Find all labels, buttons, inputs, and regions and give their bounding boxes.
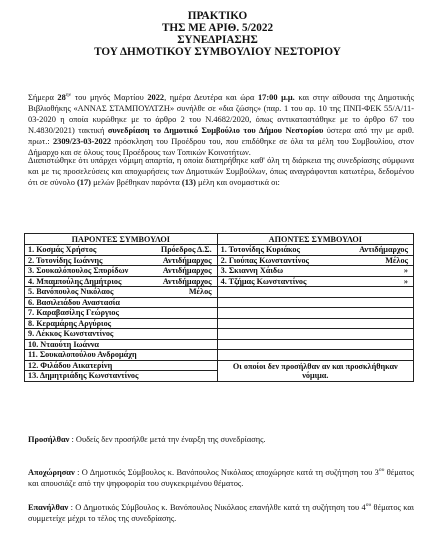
doc-council: ΤΟΥ ΔΗΜΟΤΙΚΟΥ ΣΥΜΒΟΥΛΙΟΥ ΝΕΣΤΟΡΙΟΥ (94, 46, 341, 58)
present-member-role (212, 340, 214, 349)
absent-member-role: » (403, 276, 408, 286)
table-row (25, 339, 414, 350)
table-row (25, 266, 414, 277)
table-row (25, 255, 414, 266)
present-member-role (212, 361, 214, 370)
empty-cell (217, 297, 413, 308)
meeting-day: 28 (57, 93, 66, 102)
present-member-role (212, 298, 214, 307)
absent-note: Οι οποίοι δεν προσήλθαν αν και προσκλήθηκαν νόμιμα. (217, 360, 413, 381)
present-cell (25, 350, 218, 361)
quorum-text: μέλη και ονομαστικά οι: (195, 178, 280, 187)
total-members: (17) (77, 178, 91, 187)
table-row (25, 360, 414, 371)
present-member-role (212, 329, 214, 338)
present-member-name: 8. Κεραμάρης Αργύριος (28, 318, 112, 328)
present-member-name: 13. Δημητριάδης Κωνσταντίνος (28, 371, 139, 381)
present-cell (25, 318, 218, 329)
absent-cell (217, 266, 413, 277)
table-row (25, 245, 414, 256)
absent-header: ΑΠΟΝΤΕΣ ΣΥΜΒΟΥΛΟΙ (217, 234, 413, 245)
table-row (25, 297, 414, 308)
present-member-role (212, 350, 214, 359)
day-suffix: ην (65, 92, 72, 99)
left-text: θέματος και απουσιάζε από την ψηφοφορία του συγκεκριμένου θέματος. (28, 468, 414, 488)
present-member-name: 3. Σουκαλόπουλος Σπυρίδων (28, 266, 129, 276)
present-member-name: 12. Φιλάδου Αικατερίνη (28, 360, 113, 370)
present-member-name: 1. Κοσμάς Χρήστος (28, 245, 97, 255)
absent-cell (217, 276, 413, 287)
intro-paragraph (28, 92, 414, 158)
absent-cell (217, 255, 413, 266)
present-cell (25, 266, 218, 277)
absent-member-role: » (403, 266, 408, 276)
present-cell (25, 371, 218, 382)
intro-text: ύστερα από την με αριθ. πρωτ.: (28, 126, 414, 146)
present-member-name: 5. Βανόπουλος Νικόλαος (28, 287, 114, 297)
table-row (25, 287, 414, 298)
left-text: : Ο Δημοτικός Σύμβουλος κ. Βανόπουλος Νικόλαος αποχώρησε κατά τη συζήτηση του 3 (74, 468, 379, 477)
present-members: (13) (181, 178, 196, 187)
present-member-role (212, 319, 214, 328)
table-row (25, 318, 414, 329)
present-header: ΠΑΡΟΝΤΕΣ ΣΥΜΒΟΥΛΟΙ (25, 234, 218, 245)
present-cell (25, 297, 218, 308)
doc-number: ΤΗΣ ΜΕ ΑΡΙΘ. 5/2022 (161, 22, 274, 34)
present-member-name: 2. Τοτονίδης Ιωάννης (28, 255, 103, 265)
ordinal-suffix: ου (365, 502, 372, 509)
present-cell (25, 329, 218, 340)
present-member-name: 7. Καραβασίλης Γεώργιος (28, 308, 119, 318)
present-member-role: Αντιδήμαρχος (162, 276, 212, 286)
absent-cell (217, 245, 413, 256)
table-row (25, 350, 414, 361)
meeting-type: συνεδρίαση το Δημοτικό Συμβούλιο του Δήμου Νεστορίου (107, 126, 324, 135)
meeting-time: 17:00 μ.μ. (257, 93, 295, 102)
present-cell (25, 308, 218, 319)
present-member-role (212, 371, 214, 380)
intro-text: πρόσκληση του Προέδρου του, που επιδόθηκε σε όλα τα μέλη του Συμβουλίου, στον Δήμαρχο και σε όλους τους Προέδρους των Τοπικών Κοινοτήτων. (28, 137, 414, 157)
intro-text: του μηνός Μαρτίου (71, 93, 148, 102)
present-member-name: 6. Βασιλειάδου Αναστασία (28, 297, 120, 307)
absent-member-name: 1. Τοτονίδης Κυριάκος (220, 245, 300, 255)
present-cell (25, 360, 218, 371)
left-section (28, 467, 414, 489)
absent-member-role: Αντιδήμαρχος (359, 245, 408, 255)
empty-cell (217, 287, 413, 298)
table-row (25, 308, 414, 319)
empty-cell (217, 318, 413, 329)
intro-text: , ημέρα Δευτέρα και ώρα (164, 93, 258, 102)
present-member-role (212, 308, 214, 317)
present-cell (25, 255, 218, 266)
left-label: Αποχώρησαν (28, 468, 75, 477)
quorum-text: μελών βρέθηκαν παρόντα (90, 178, 182, 187)
table-row (25, 329, 414, 340)
invitation-number: 2309/23-03-2022 (52, 137, 112, 146)
absent-member-name: 3. Σκιαννη Χάιδω (220, 266, 284, 276)
empty-cell (217, 329, 413, 340)
returned-section (28, 502, 414, 524)
empty-cell (217, 350, 413, 361)
table-row (25, 276, 414, 287)
present-cell (25, 276, 218, 287)
intro-text: και στην αίθουσα της Δημοτικής Βιβλιοθήκης «ΑΝΝΑΣ ΣΤΑΜΠΟΥΛΤΖΗ» συνήλθε σε «δια ζώσης» (παρ. 1 του αρ. 10 της ΠΝΠ-ΦΕΚ 55/Α/11-03-2020 η οποία κυρώθηκε με το άρθρο 2 του Ν.4682/2020, όπως αντικαταστάθηκε με το άρθρο 67 του Ν.4830/2021) τακτική (28, 93, 414, 135)
arrived-text: : Ουδείς δεν προσήλθε μετά την έναρξη της συνεδρίασης. (69, 435, 266, 444)
present-member-role: Αντιδήμαρχος (162, 266, 212, 276)
present-cell (25, 339, 218, 350)
attendance-rows (25, 245, 414, 382)
present-cell (25, 245, 218, 256)
present-member-name: 9. Λέκκος Κωνσταντίνος (28, 329, 114, 339)
present-member-role: Αντιδήμαρχος (162, 255, 212, 265)
table-header-row (25, 234, 414, 245)
returned-text: : Ο Δημοτικός Σύμβουλος κ. Βανόπουλος Νικόλαος επανήλθε κατά τη συζήτηση του 4 (68, 503, 366, 512)
doc-subtitle: ΣΥΝΕΔΡΙΑΣΗΣ (177, 34, 258, 46)
meeting-year: 2022 (147, 93, 165, 102)
quorum-text: Διαπιστώθηκε ότι υπάρχει νόμιμη απαρτία, η οποία διατηρήθηκε καθ' όλη τη διάρκεια της συνεδρίασης σύμφωνα και με τις προσελεύσεις και αποχωρήσεις των Δημοτικών Συμβούλων, όπως αναγράφονται κατωτέρω, δεδομένου ότι σε σύνολο (28, 156, 414, 187)
ordinal-suffix: ου (378, 467, 385, 474)
absent-member-name: 4. Τζήμας Κωνσταντίνος (220, 276, 307, 286)
returned-label: Επανήλθαν (28, 503, 69, 512)
absent-member-role: Μέλος (385, 255, 408, 265)
quorum-paragraph (28, 155, 414, 188)
present-member-name: 10. Νταούτη Ιωάννα (28, 339, 99, 349)
present-member-role: Μέλος (188, 287, 212, 297)
empty-cell (217, 339, 413, 350)
absent-member-name: 2. Γιούπας Κωνσταντίνος (220, 255, 310, 265)
present-member-name: 4. Μπαμπούλης Δημήτριος (28, 276, 122, 286)
empty-cell (217, 308, 413, 319)
returned-text: θέματος και συμμετείχε μέχρι το τέλος της συνεδρίασης. (28, 503, 414, 523)
present-member-role: Πρόεδρος Δ.Σ. (160, 245, 212, 255)
present-cell (25, 287, 218, 298)
intro-text: Σήμερα (28, 93, 58, 102)
attendance-table (24, 233, 414, 382)
doc-title: ΠΡΑΚΤΙΚΟ (187, 10, 248, 22)
arrived-section (28, 434, 414, 445)
arrived-label: Προσήλθαν (28, 435, 70, 444)
present-member-name: 11. Σουκαλοπούλου Ανδρομάχη (28, 350, 137, 360)
